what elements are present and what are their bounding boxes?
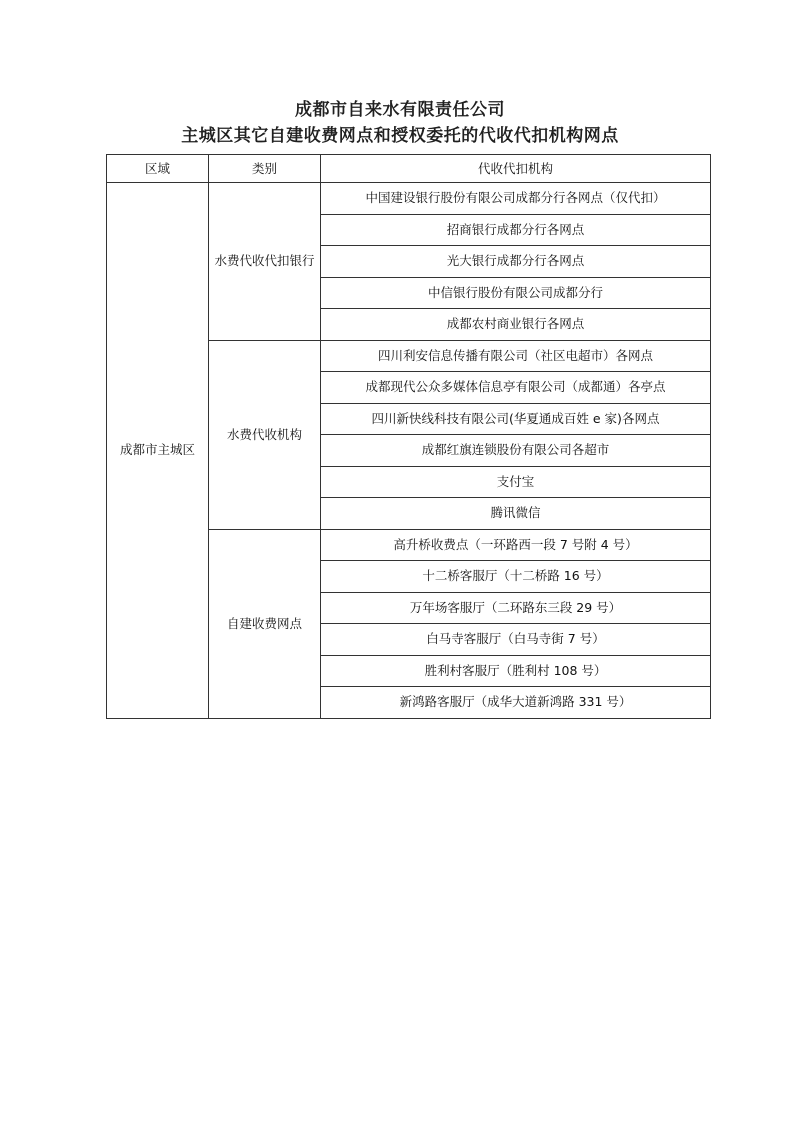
document-subtitle: 主城区其它自建收费网点和授权委托的代收代扣机构网点 xyxy=(181,126,619,146)
agency-cell: 新鸿路客服厅（成华大道新鸿路 331 号） xyxy=(321,687,711,719)
agency-cell: 胜利村客服厅（胜利村 108 号） xyxy=(321,655,711,687)
agency-cell: 高升桥收费点（一环路西一段 7 号附 4 号） xyxy=(321,529,711,561)
agency-cell: 中国建设银行股份有限公司成都分行各网点（仅代扣） xyxy=(321,183,711,215)
category-cell-banks: 水费代收代扣银行 xyxy=(209,183,321,341)
agency-cell: 腾讯微信 xyxy=(321,498,711,530)
header-region: 区域 xyxy=(107,155,209,183)
agency-cell: 四川利安信息传播有限公司（社区电超市）各网点 xyxy=(321,340,711,372)
agency-cell: 成都农村商业银行各网点 xyxy=(321,309,711,341)
agency-cell: 支付宝 xyxy=(321,466,711,498)
table-row xyxy=(107,183,711,215)
agency-cell: 四川新快线科技有限公司(华夏通成百姓 e 家)各网点 xyxy=(321,403,711,435)
agency-cell: 成都现代公众多媒体信息亭有限公司（成都通）各亭点 xyxy=(321,372,711,404)
agency-cell: 成都红旗连锁股份有限公司各超市 xyxy=(321,435,711,467)
agency-table xyxy=(106,154,711,719)
agency-cell: 光大银行成都分行各网点 xyxy=(321,246,711,278)
header-agency: 代收代扣机构 xyxy=(321,155,711,183)
region-cell: 成都市主城区 xyxy=(107,183,209,719)
table-header-row xyxy=(107,155,711,183)
agency-cell: 白马寺客服厅（白马寺街 7 号） xyxy=(321,624,711,656)
category-cell-agencies: 水费代收机构 xyxy=(209,340,321,529)
agency-cell: 招商银行成都分行各网点 xyxy=(321,214,711,246)
agency-cell: 万年场客服厅（二环路东三段 29 号） xyxy=(321,592,711,624)
category-cell-self-built: 自建收费网点 xyxy=(209,529,321,718)
document-title: 成都市自来水有限责任公司 xyxy=(295,100,505,120)
agency-cell: 中信银行股份有限公司成都分行 xyxy=(321,277,711,309)
agency-cell: 十二桥客服厅（十二桥路 16 号） xyxy=(321,561,711,593)
header-category: 类别 xyxy=(209,155,321,183)
